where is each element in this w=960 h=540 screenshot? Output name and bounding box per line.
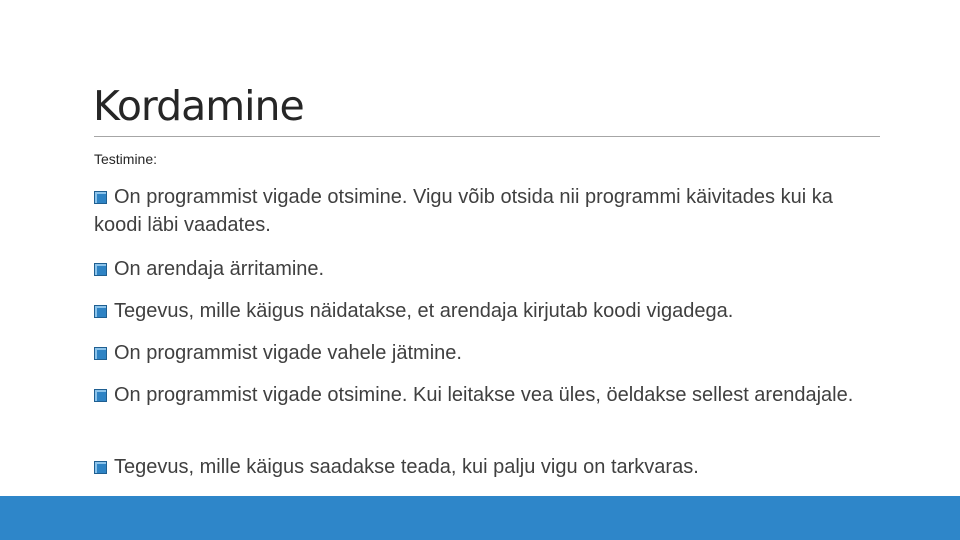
bullet-item xyxy=(94,183,884,239)
checkbox-icon xyxy=(94,305,107,318)
bullet-item xyxy=(94,255,884,283)
bullet-item xyxy=(94,381,884,409)
checkbox-icon xyxy=(94,461,107,474)
bullet-text: On programmist vigade vahele jätmine. xyxy=(114,342,462,364)
slide-title: Kordamine xyxy=(93,82,304,130)
checkbox-icon xyxy=(94,263,107,276)
checkbox-icon xyxy=(94,389,107,402)
bullet-text: On programmist vigade otsimine. Vigu võib otsida nii programmi käivitades kui ka koodi läbi vaadates. xyxy=(94,186,833,236)
bullet-item xyxy=(94,297,884,325)
bullet-item xyxy=(94,339,884,367)
bullet-text: On programmist vigade otsimine. Kui leitakse vea üles, öeldakse sellest arendajale. xyxy=(114,384,854,406)
slide-subtitle: Testimine: xyxy=(94,151,158,167)
checkbox-icon xyxy=(94,347,107,360)
bullet-text: Tegevus, mille käigus näidatakse, et arendaja kirjutab koodi vigadega. xyxy=(114,300,734,322)
bullet-text: Tegevus, mille käigus saadakse teada, kui palju vigu on tarkvaras. xyxy=(114,456,699,478)
footer-accent-bar xyxy=(0,496,960,540)
checkbox-icon xyxy=(94,191,107,204)
bullet-text: On arendaja ärritamine. xyxy=(114,258,325,280)
bullet-item xyxy=(94,453,884,481)
